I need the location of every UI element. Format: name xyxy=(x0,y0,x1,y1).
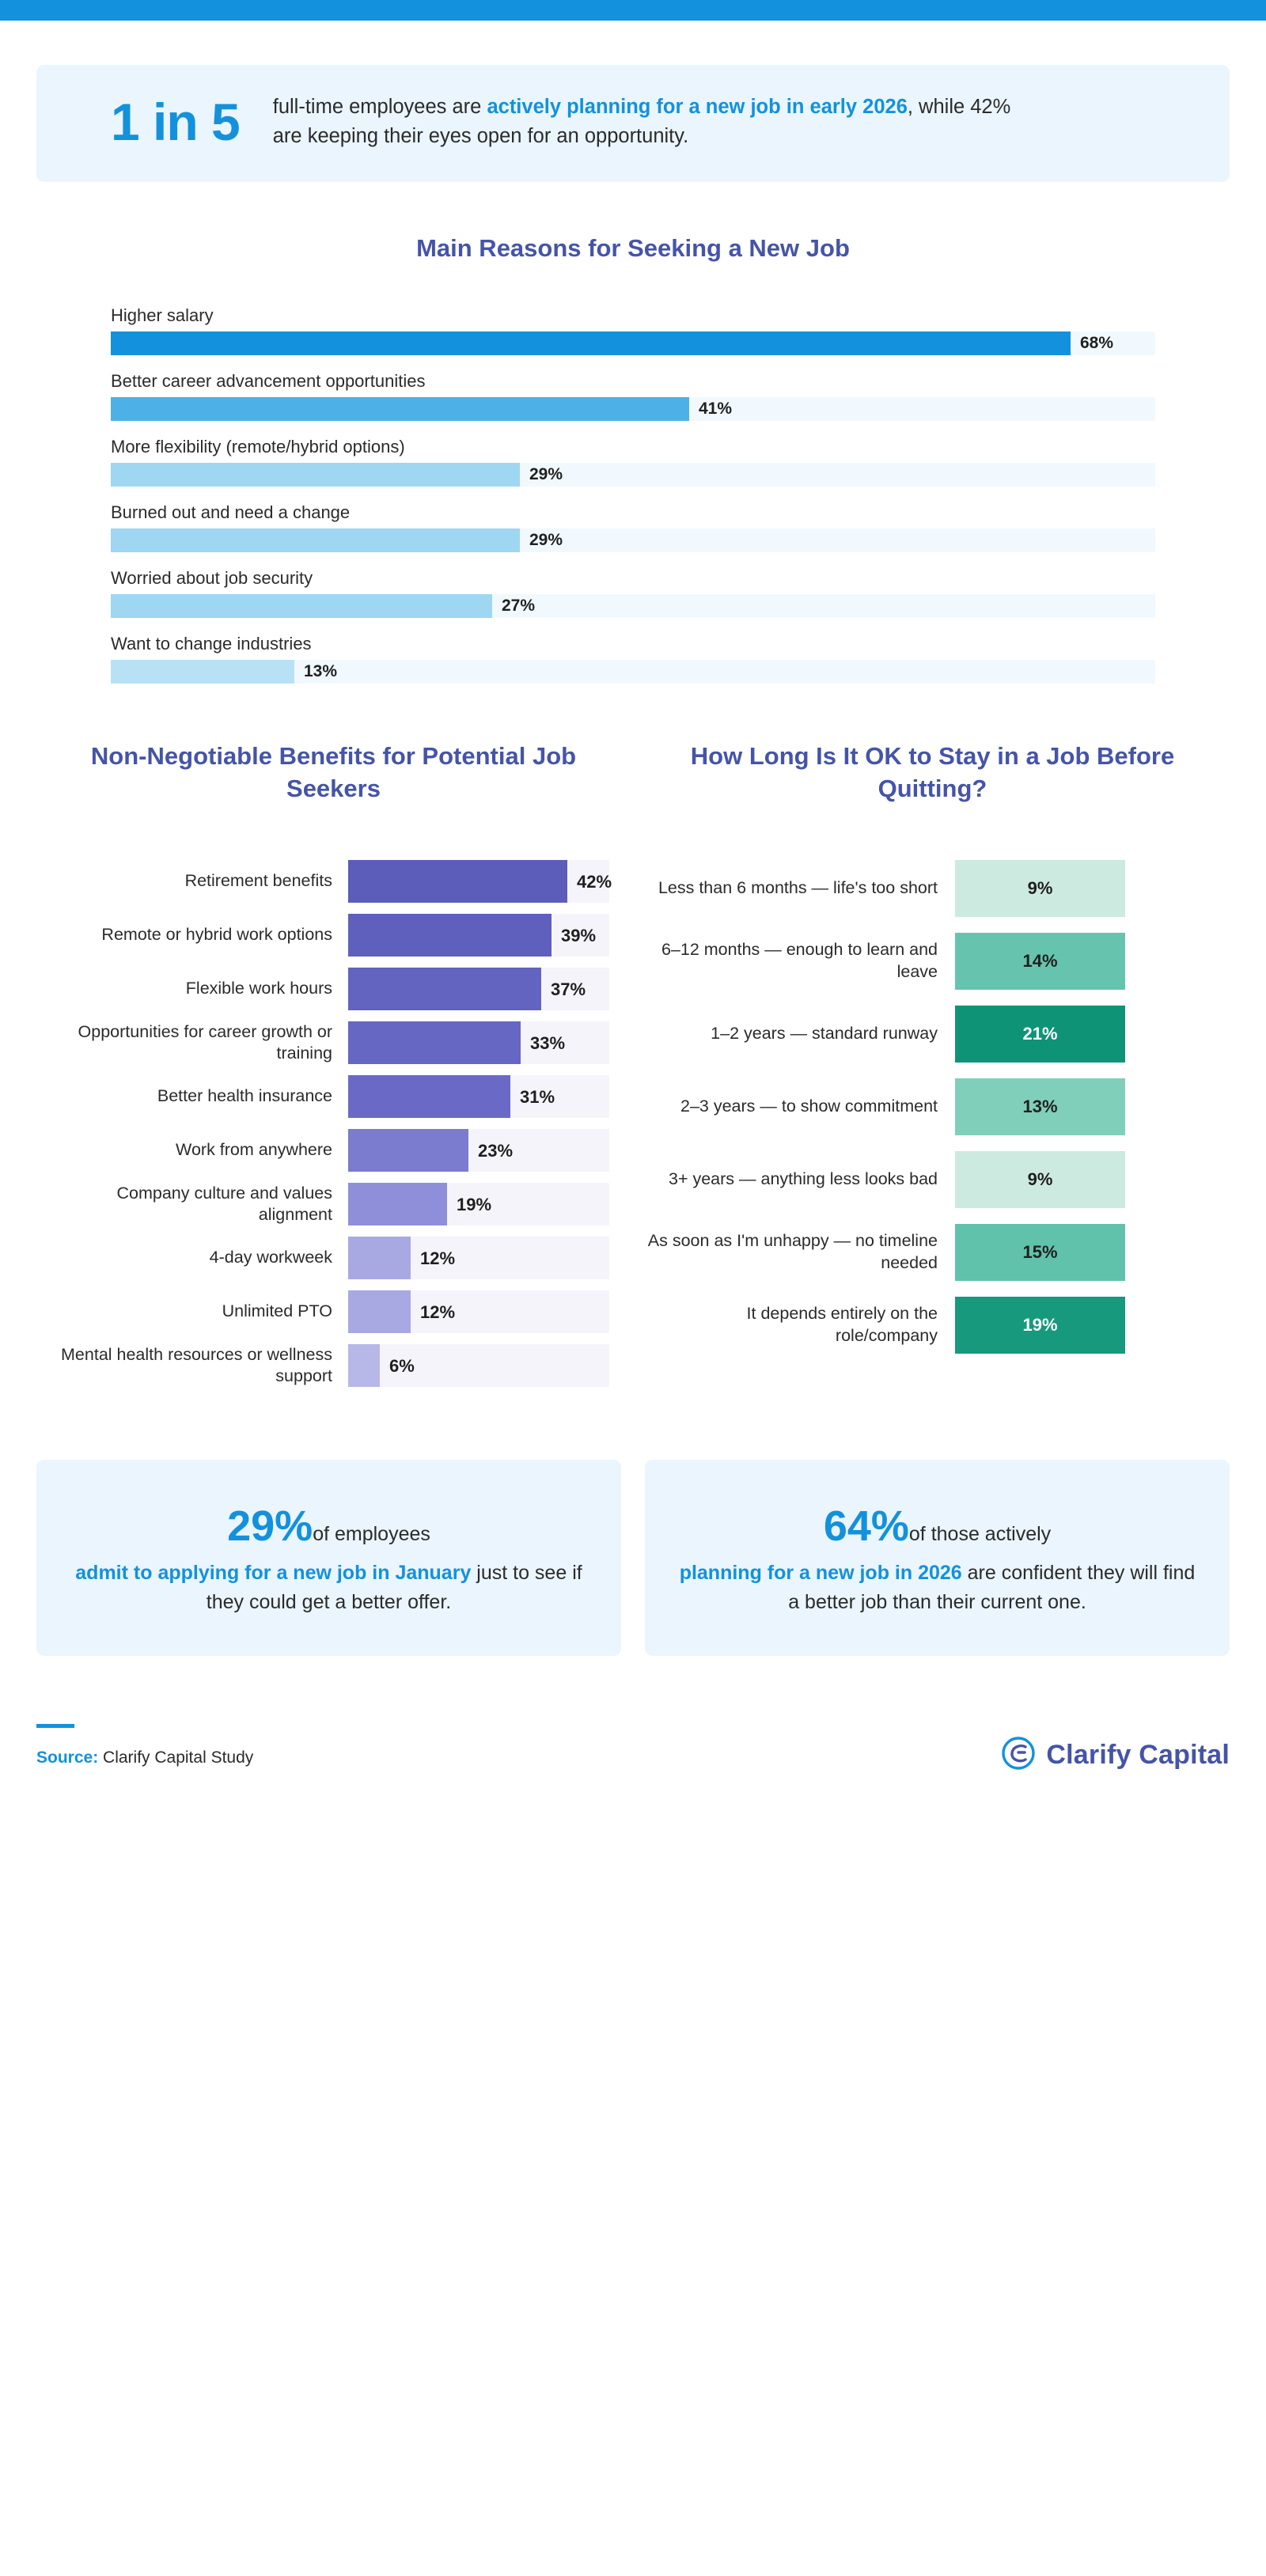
tenure-value-block: 9% xyxy=(955,860,1125,917)
tenure-value-block: 13% xyxy=(955,1078,1125,1135)
benefit-label: Unlimited PTO xyxy=(222,1301,332,1321)
reason-row xyxy=(111,305,1155,355)
benefit-row xyxy=(47,1075,620,1118)
tenure-value-block: 19% xyxy=(955,1297,1125,1354)
top-accent-bar xyxy=(0,0,1266,21)
benefit-track xyxy=(348,1344,609,1387)
benefit-track xyxy=(348,1290,609,1333)
tenure-value-block: 15% xyxy=(955,1224,1125,1281)
source-label: Source: xyxy=(36,1748,99,1767)
benefit-track xyxy=(348,1237,609,1279)
benefit-row xyxy=(47,1344,620,1387)
tenure-title: How Long Is It OK to Stay in a Job Before Quitting? xyxy=(690,742,1175,802)
reason-track xyxy=(111,331,1155,355)
benefit-row xyxy=(47,1290,620,1333)
benefit-bar xyxy=(348,1021,521,1064)
footer-divider xyxy=(36,1724,74,1728)
reason-label: Want to change industries xyxy=(111,634,312,654)
reason-value: 27% xyxy=(502,597,536,616)
benefit-row xyxy=(47,1183,620,1225)
benefit-track xyxy=(348,1129,609,1172)
benefit-bar xyxy=(348,1290,411,1333)
benefit-track xyxy=(348,1075,609,1118)
hero-text-suffix: , while 42% are keeping their eyes open for an opportunity. xyxy=(272,96,1011,147)
tenure-row xyxy=(646,1006,1219,1063)
footer xyxy=(36,1724,1230,1811)
reason-value: 29% xyxy=(529,465,563,484)
reason-bar xyxy=(111,660,294,684)
reasons-chart xyxy=(111,233,1155,684)
stat-card-highlight: admit to applying for a new job in January xyxy=(75,1561,472,1584)
benefits-rows xyxy=(47,860,620,1387)
reason-bar xyxy=(111,397,689,421)
reason-value: 68% xyxy=(1080,334,1114,353)
clarify-capital-logo-icon xyxy=(1002,1737,1035,1774)
tenure-label: It depends entirely on the role/company xyxy=(746,1304,938,1345)
benefit-row xyxy=(47,1129,620,1172)
tenure-value-block: 21% xyxy=(955,1006,1125,1063)
benefit-value: 33% xyxy=(530,1032,566,1053)
reason-label: Burned out and need a change xyxy=(111,502,351,523)
reason-label: Higher salary xyxy=(111,305,214,326)
stat-card-tail: just to see if they could get a better offer. xyxy=(206,1561,582,1614)
benefit-bar xyxy=(348,860,567,903)
benefit-value: 12% xyxy=(420,1248,456,1268)
benefit-value: 12% xyxy=(420,1301,456,1322)
tenure-chart xyxy=(646,741,1219,1398)
benefit-value: 19% xyxy=(457,1194,492,1214)
stat-card-lead: of those actively xyxy=(908,1522,1052,1545)
benefit-bar xyxy=(348,1183,447,1225)
reason-label: More flexibility (remote/hybrid options) xyxy=(111,437,405,457)
tenure-row xyxy=(646,1151,1219,1208)
benefit-bar xyxy=(348,1344,380,1387)
stat-card-lead: of employees xyxy=(313,1522,430,1545)
reason-row xyxy=(111,437,1155,487)
tenure-row xyxy=(646,860,1219,917)
benefit-label: Flexible work hours xyxy=(185,979,332,998)
tenure-label: As soon as I'm unhappy — no timeline needed xyxy=(647,1231,938,1272)
benefit-value: 37% xyxy=(551,979,586,999)
benefit-label: Retirement benefits xyxy=(184,871,332,891)
benefit-bar xyxy=(348,914,552,957)
reason-value: 41% xyxy=(699,400,733,419)
reason-row xyxy=(111,634,1155,684)
infographic-page xyxy=(0,21,1266,1811)
benefit-value: 42% xyxy=(577,871,612,892)
benefits-chart xyxy=(47,741,620,1398)
benefit-value: 39% xyxy=(561,925,597,945)
benefit-row xyxy=(47,1237,620,1279)
benefit-row xyxy=(47,1021,620,1064)
benefit-bar xyxy=(348,1237,411,1279)
reason-track xyxy=(111,528,1155,552)
benefit-bar xyxy=(348,1075,510,1118)
tenure-row xyxy=(646,1297,1219,1354)
tenure-label: 6–12 months — enough to learn and leave xyxy=(661,940,938,981)
hero-text-prefix: full-time employees are xyxy=(272,96,487,119)
tenure-label: 3+ years — anything less looks bad xyxy=(668,1169,938,1189)
reason-bar xyxy=(111,594,492,618)
tenure-row xyxy=(646,1078,1219,1135)
benefit-track xyxy=(348,968,609,1010)
tenure-row xyxy=(646,933,1219,990)
reason-track xyxy=(111,397,1155,421)
stat-card-highlight: planning for a new job in 2026 xyxy=(679,1561,962,1584)
hero-callout xyxy=(36,65,1230,182)
hero-text xyxy=(273,93,1033,151)
benefit-track xyxy=(348,1183,609,1225)
benefit-label: Opportunities for career growth or training xyxy=(78,1022,332,1063)
stat-card-value: 64% xyxy=(823,1502,909,1550)
benefit-value: 31% xyxy=(520,1086,555,1107)
reasons-rows xyxy=(111,305,1155,684)
reason-bar xyxy=(111,463,520,487)
benefit-row xyxy=(47,968,620,1010)
tenure-label: 2–3 years — to show commitment xyxy=(680,1097,938,1116)
two-column-charts xyxy=(47,741,1219,1398)
benefit-track xyxy=(348,1021,609,1064)
reason-label: Worried about job security xyxy=(111,568,313,589)
tenure-value-block: 14% xyxy=(955,933,1125,990)
reason-row xyxy=(111,568,1155,618)
reason-track xyxy=(111,594,1155,618)
reason-bar xyxy=(111,331,1071,355)
stat-card-tail: are confident they will find a better job than their current one. xyxy=(788,1561,1196,1614)
reason-value: 29% xyxy=(529,531,563,550)
hero-stat: 1 in 5 xyxy=(111,93,240,151)
benefit-label: Company culture and values alignment xyxy=(116,1184,332,1224)
hero-text-highlight: actively planning for a new job in early 2026 xyxy=(487,96,908,119)
tenure-label: Less than 6 months — life's too short xyxy=(658,878,938,898)
benefit-track xyxy=(348,860,612,903)
reason-row xyxy=(111,502,1155,552)
reason-track xyxy=(111,660,1155,684)
benefit-bar xyxy=(348,968,541,1010)
benefit-row xyxy=(47,914,620,957)
reason-row xyxy=(111,371,1155,421)
stat-card-value: 29% xyxy=(227,1502,313,1550)
source-text: Clarify Capital Study xyxy=(98,1748,254,1767)
benefit-label: Mental health resources or wellness support xyxy=(61,1345,332,1385)
reason-bar xyxy=(111,528,520,552)
stat-card-text xyxy=(68,1494,589,1618)
benefit-track xyxy=(348,914,609,957)
benefits-title: Non-Negotiable Benefits for Potential Job Seekers xyxy=(90,742,577,802)
brand-name: Clarify Capital xyxy=(1046,1739,1230,1770)
tenure-label: 1–2 years — standard runway xyxy=(711,1024,938,1044)
tenure-rows xyxy=(646,860,1219,1354)
bottom-stat-cards xyxy=(36,1460,1230,1656)
brand-lockup xyxy=(1002,1737,1230,1774)
reasons-title: Main Reasons for Seeking a New Job xyxy=(416,234,850,262)
benefit-bar xyxy=(348,1129,468,1172)
benefit-label: 4-day workweek xyxy=(209,1248,332,1267)
tenure-value-block: 9% xyxy=(955,1151,1125,1208)
benefit-label: Remote or hybrid work options xyxy=(101,925,332,945)
benefit-value: 6% xyxy=(389,1355,415,1376)
stat-card xyxy=(36,1460,621,1656)
reason-label: Better career advancement opportunities xyxy=(111,371,426,392)
reason-track xyxy=(111,463,1155,487)
tenure-row xyxy=(646,1224,1219,1281)
stat-card-text xyxy=(677,1494,1198,1618)
reason-value: 13% xyxy=(304,662,338,681)
stat-card xyxy=(645,1460,1230,1656)
benefit-row xyxy=(47,860,620,903)
benefit-value: 23% xyxy=(478,1140,514,1161)
benefit-label: Work from anywhere xyxy=(176,1140,332,1160)
benefit-label: Better health insurance xyxy=(157,1086,332,1106)
